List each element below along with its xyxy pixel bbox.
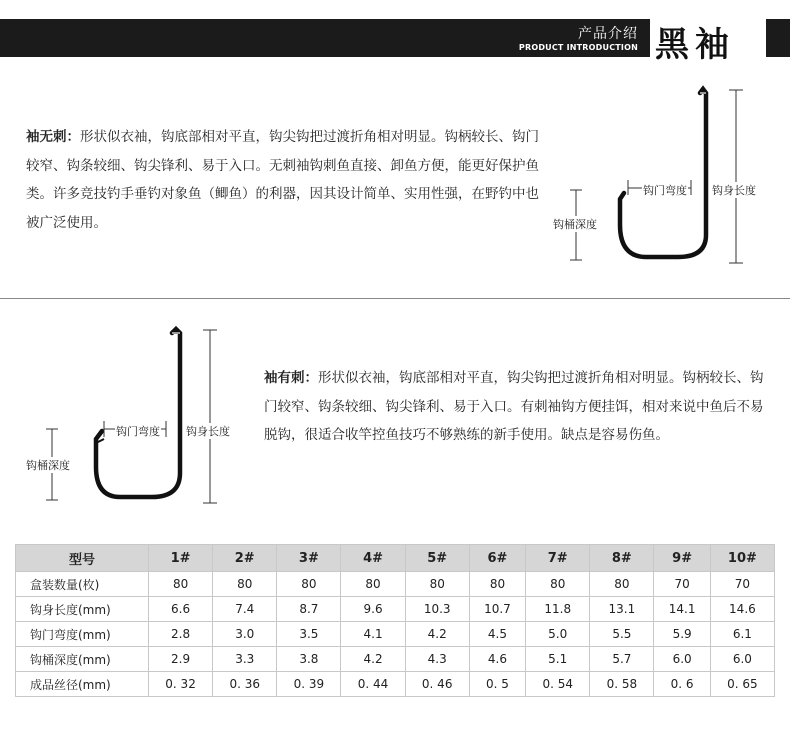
table-cell: 5.1 — [526, 647, 590, 672]
table-cell: 2.8 — [149, 622, 213, 647]
table-cell: 14.6 — [710, 597, 774, 622]
table-row — [16, 622, 775, 647]
table-row — [16, 597, 775, 622]
barbed-gap-label: 钩门弯度 — [116, 425, 160, 438]
barbed-hook-diagram — [20, 325, 250, 510]
barbed-hook-shape — [96, 329, 180, 497]
barbless-hook-shape — [620, 89, 706, 257]
table-cell: 4.2 — [341, 647, 405, 672]
table-cell: 0. 36 — [213, 672, 277, 697]
table-cell: 0. 54 — [526, 672, 590, 697]
table-cell: 6.0 — [654, 647, 710, 672]
section-header — [0, 19, 790, 65]
table-cell: 80 — [341, 572, 405, 597]
barbless-length-label: 钩身长度 — [712, 184, 756, 197]
table-cell: 8.7 — [277, 597, 341, 622]
table-row — [16, 647, 775, 672]
table-cell: 3.0 — [213, 622, 277, 647]
table-cell: 3.8 — [277, 647, 341, 672]
barbed-length-label: 钩身长度 — [186, 425, 230, 438]
table-cell: 70 — [654, 572, 710, 597]
table-cell: 80 — [405, 572, 469, 597]
table-cell: 5.9 — [654, 622, 710, 647]
table-header-cell: 3# — [277, 545, 341, 572]
table-header-cell: 9# — [654, 545, 710, 572]
table-row-label: 钩桶深度(mm) — [16, 647, 149, 672]
table-cell: 0. 32 — [149, 672, 213, 697]
table-cell: 80 — [590, 572, 654, 597]
table-cell: 70 — [710, 572, 774, 597]
table-cell: 80 — [213, 572, 277, 597]
table-cell: 6.0 — [710, 647, 774, 672]
table-cell: 0. 39 — [277, 672, 341, 697]
barbless-gap-label: 钩门弯度 — [643, 184, 687, 197]
table-cell: 0. 65 — [710, 672, 774, 697]
table-cell: 5.7 — [590, 647, 654, 672]
header-title-cn: 产品介绍 — [578, 26, 638, 42]
table-row — [16, 672, 775, 697]
section-divider — [0, 298, 790, 299]
table-header-cell: 10# — [710, 545, 774, 572]
header-bar-tail — [766, 19, 790, 57]
table-cell: 4.1 — [341, 622, 405, 647]
table-cell: 0. 5 — [469, 672, 525, 697]
barbed-depth-label: 钩桶深度 — [26, 459, 70, 472]
table-cell: 11.8 — [526, 597, 590, 622]
table-header-cell: 6# — [469, 545, 525, 572]
table-row-label: 盒装数量(枚) — [16, 572, 149, 597]
table-header-cell: 1# — [149, 545, 213, 572]
table-cell: 14.1 — [654, 597, 710, 622]
table-cell: 5.0 — [526, 622, 590, 647]
barbed-text: 形状似衣袖，钩底部相对平直，钩尖钩把过渡折角相对明显。钩柄较长、钩门较窄、钩条较细、钩尖锋利、易于入口。有刺袖钩方便挂饵，相对来说中鱼后不易脱钩，很适合收竿控鱼技巧不够熟练的新手使用。缺点是容易伤鱼。 — [264, 370, 764, 443]
table-header-cell: 2# — [213, 545, 277, 572]
table-cell: 6.6 — [149, 597, 213, 622]
table-cell: 0. 6 — [654, 672, 710, 697]
barbed-term: 袖有刺： — [264, 370, 318, 386]
table-cell: 80 — [149, 572, 213, 597]
table-cell: 4.6 — [469, 647, 525, 672]
table-header-cell: 5# — [405, 545, 469, 572]
table-row-label: 钩身长度(mm) — [16, 597, 149, 622]
header-title-en: PRODUCT INTRODUCTION — [518, 43, 638, 52]
product-name: 黑袖 — [655, 25, 735, 65]
table-cell: 80 — [277, 572, 341, 597]
table-header-cell: 型号 — [16, 545, 149, 572]
table-cell: 10.7 — [469, 597, 525, 622]
table-cell: 3.5 — [277, 622, 341, 647]
barbless-text: 形状似衣袖，钩底部相对平直，钩尖钩把过渡折角相对明显。钩柄较长、钩门较窄、钩条较细、钩尖锋利、易于入口。无刺袖钩刺鱼直接、卸鱼方便，能更好保护鱼类。许多竞技钓手垂钓对象鱼（鲫鱼）的利器，因其设计简单、实用性强，在野钓中也被广泛使用。 — [26, 129, 539, 231]
table-cell: 5.5 — [590, 622, 654, 647]
table-cell: 9.6 — [341, 597, 405, 622]
table-cell: 0. 46 — [405, 672, 469, 697]
table-cell: 2.9 — [149, 647, 213, 672]
table-header-cell: 4# — [341, 545, 405, 572]
table-cell: 13.1 — [590, 597, 654, 622]
table-cell: 80 — [526, 572, 590, 597]
table-cell: 0. 58 — [590, 672, 654, 697]
table-header-row — [16, 545, 775, 572]
table-cell: 10.3 — [405, 597, 469, 622]
table-row-label: 成品丝径(mm) — [16, 672, 149, 697]
table-row — [16, 572, 775, 597]
table-cell: 80 — [469, 572, 525, 597]
table-cell: 4.5 — [469, 622, 525, 647]
table-row-label: 钩门弯度(mm) — [16, 622, 149, 647]
barbless-term: 袖无刺： — [26, 129, 80, 145]
barbed-description — [264, 364, 774, 450]
table-cell: 0. 44 — [341, 672, 405, 697]
barbless-hook-diagram — [540, 85, 790, 270]
table-header-cell: 7# — [526, 545, 590, 572]
table-header-cell: 8# — [590, 545, 654, 572]
barbless-description — [26, 123, 546, 237]
table-cell: 7.4 — [213, 597, 277, 622]
table-cell: 4.2 — [405, 622, 469, 647]
table-cell: 6.1 — [710, 622, 774, 647]
barbless-depth-label: 钩桶深度 — [553, 218, 597, 231]
table-cell: 3.3 — [213, 647, 277, 672]
table-cell: 4.3 — [405, 647, 469, 672]
spec-table — [15, 544, 775, 697]
